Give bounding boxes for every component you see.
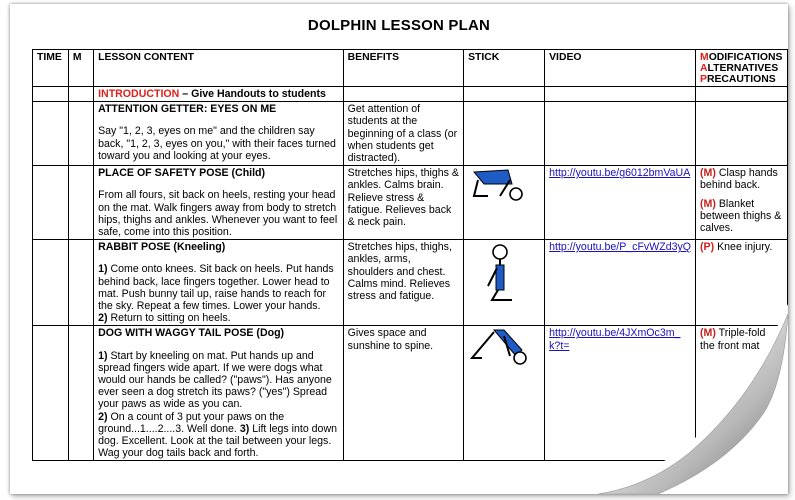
header-row: [33, 50, 788, 87]
document-title: DOLPHIN LESSON PLAN: [307, 17, 491, 34]
pose-title: ATTENTION GETTER: EYES ON ME: [98, 103, 277, 116]
col-header-modifications: MODIFICATIONS ALTERNATIVES PRECAUTIONS: [696, 50, 788, 87]
pose-title: DOG WITH WAGGY TAIL POSE (Dog): [98, 327, 285, 340]
stick-figure-kneeling-icon: [464, 240, 544, 310]
page-curl-decoration: [578, 304, 788, 494]
lesson-instructions: 1) Start by kneeling on mat. Put hands up and spread fingers wide apart. If we were dogs what would our hands be called? ("paws"). Has anyone ever seen a dog stretch its paws? ("yes") Spread your paws as wide as you can.: [98, 349, 332, 411]
pose-title: RABBIT POSE (Kneeling): [98, 241, 226, 254]
stick-figure-dog-pose-icon: [464, 326, 544, 376]
stick-figure-cell: [464, 240, 545, 326]
table-row: [33, 166, 788, 240]
col-header-stick: STICK: [464, 50, 545, 87]
lesson-content-cell: [94, 166, 344, 240]
lesson-content-cell: [94, 102, 344, 166]
col-header-time: TIME: [33, 50, 69, 87]
modifications-cell: (P) Knee injury.: [696, 240, 788, 326]
col-header-benefits: BENEFITS: [343, 50, 463, 87]
lesson-content-cell: [94, 240, 344, 326]
document-page: [10, 4, 788, 494]
modifications-cell: (M) Clasp hands behind back. (M) Blanket between thighs & calves.: [696, 166, 788, 240]
modifications-cell: (M) Triple-fold the front mat: [696, 326, 788, 461]
stick-figure-cell: [464, 166, 545, 240]
benefits-cell: Get attention of students at the beginning of a class (or when students get distracted).: [343, 102, 463, 166]
col-header-lesson-content: LESSON CONTENT: [94, 50, 344, 87]
video-link[interactable]: http://youtu.be/4JXmOc3m_k?t=: [549, 327, 681, 352]
video-link[interactable]: http://youtu.be/P_cFvWZd3yQ: [549, 241, 692, 254]
introduction-heading: INTRODUCTION – Give Handouts to students: [94, 87, 344, 102]
table-row: [33, 102, 788, 166]
introduction-row: [33, 87, 788, 102]
lesson-instructions: 2) Return to sitting on heels.: [98, 312, 231, 325]
lesson-content-cell: [94, 326, 344, 461]
lesson-instructions: From all fours, sit back on heels, resting your head on the mat. Walk fingers away from body to stretch hips, thighs and ankles. Whenever you want to feel safe, come into this position.: [98, 189, 338, 239]
video-link[interactable]: http://youtu.be/g6012bmVaUA: [549, 167, 691, 180]
stick-figure-cell: [464, 326, 545, 461]
stick-figure-child-pose-icon: [464, 166, 544, 216]
lesson-instructions: 1) Come onto knees. Sit back on heels. Put hands behind back, lace fingers together. Lower head to mat. Push bunny tail up, raise hands to reach for the sky. Repeat a few times. Lower your hands.: [98, 263, 334, 313]
pose-title: PLACE OF SAFETY POSE (Child): [98, 167, 266, 180]
benefits-cell: Stretches hips, thighs, ankles, arms, shoulders and chest. Calms mind. Relieves stress and fatigue.: [343, 240, 463, 326]
lesson-instructions: Say "1, 2, 3, eyes on me" and the children say back, "1, 2, 3, eyes on you," with their faces turned toward you and looking at your eyes.: [98, 125, 336, 162]
video-cell: [545, 166, 696, 240]
benefits-cell: Gives space and sunshine to spine.: [343, 326, 463, 461]
col-header-video: VIDEO: [545, 50, 696, 87]
lesson-instructions: 2) On a count of 3 put your paws on the ground...1....2....3. Well done. 3) Lift legs into down dog. Excellent. Look at the tail between your legs. Wag your dog tails back and forth.: [98, 410, 337, 460]
col-header-m: M: [68, 50, 93, 87]
benefits-cell: Stretches hips, thighs & ankles. Calms brain. Relieve stress & fatigue. Relieves back & neck pain.: [343, 166, 463, 240]
